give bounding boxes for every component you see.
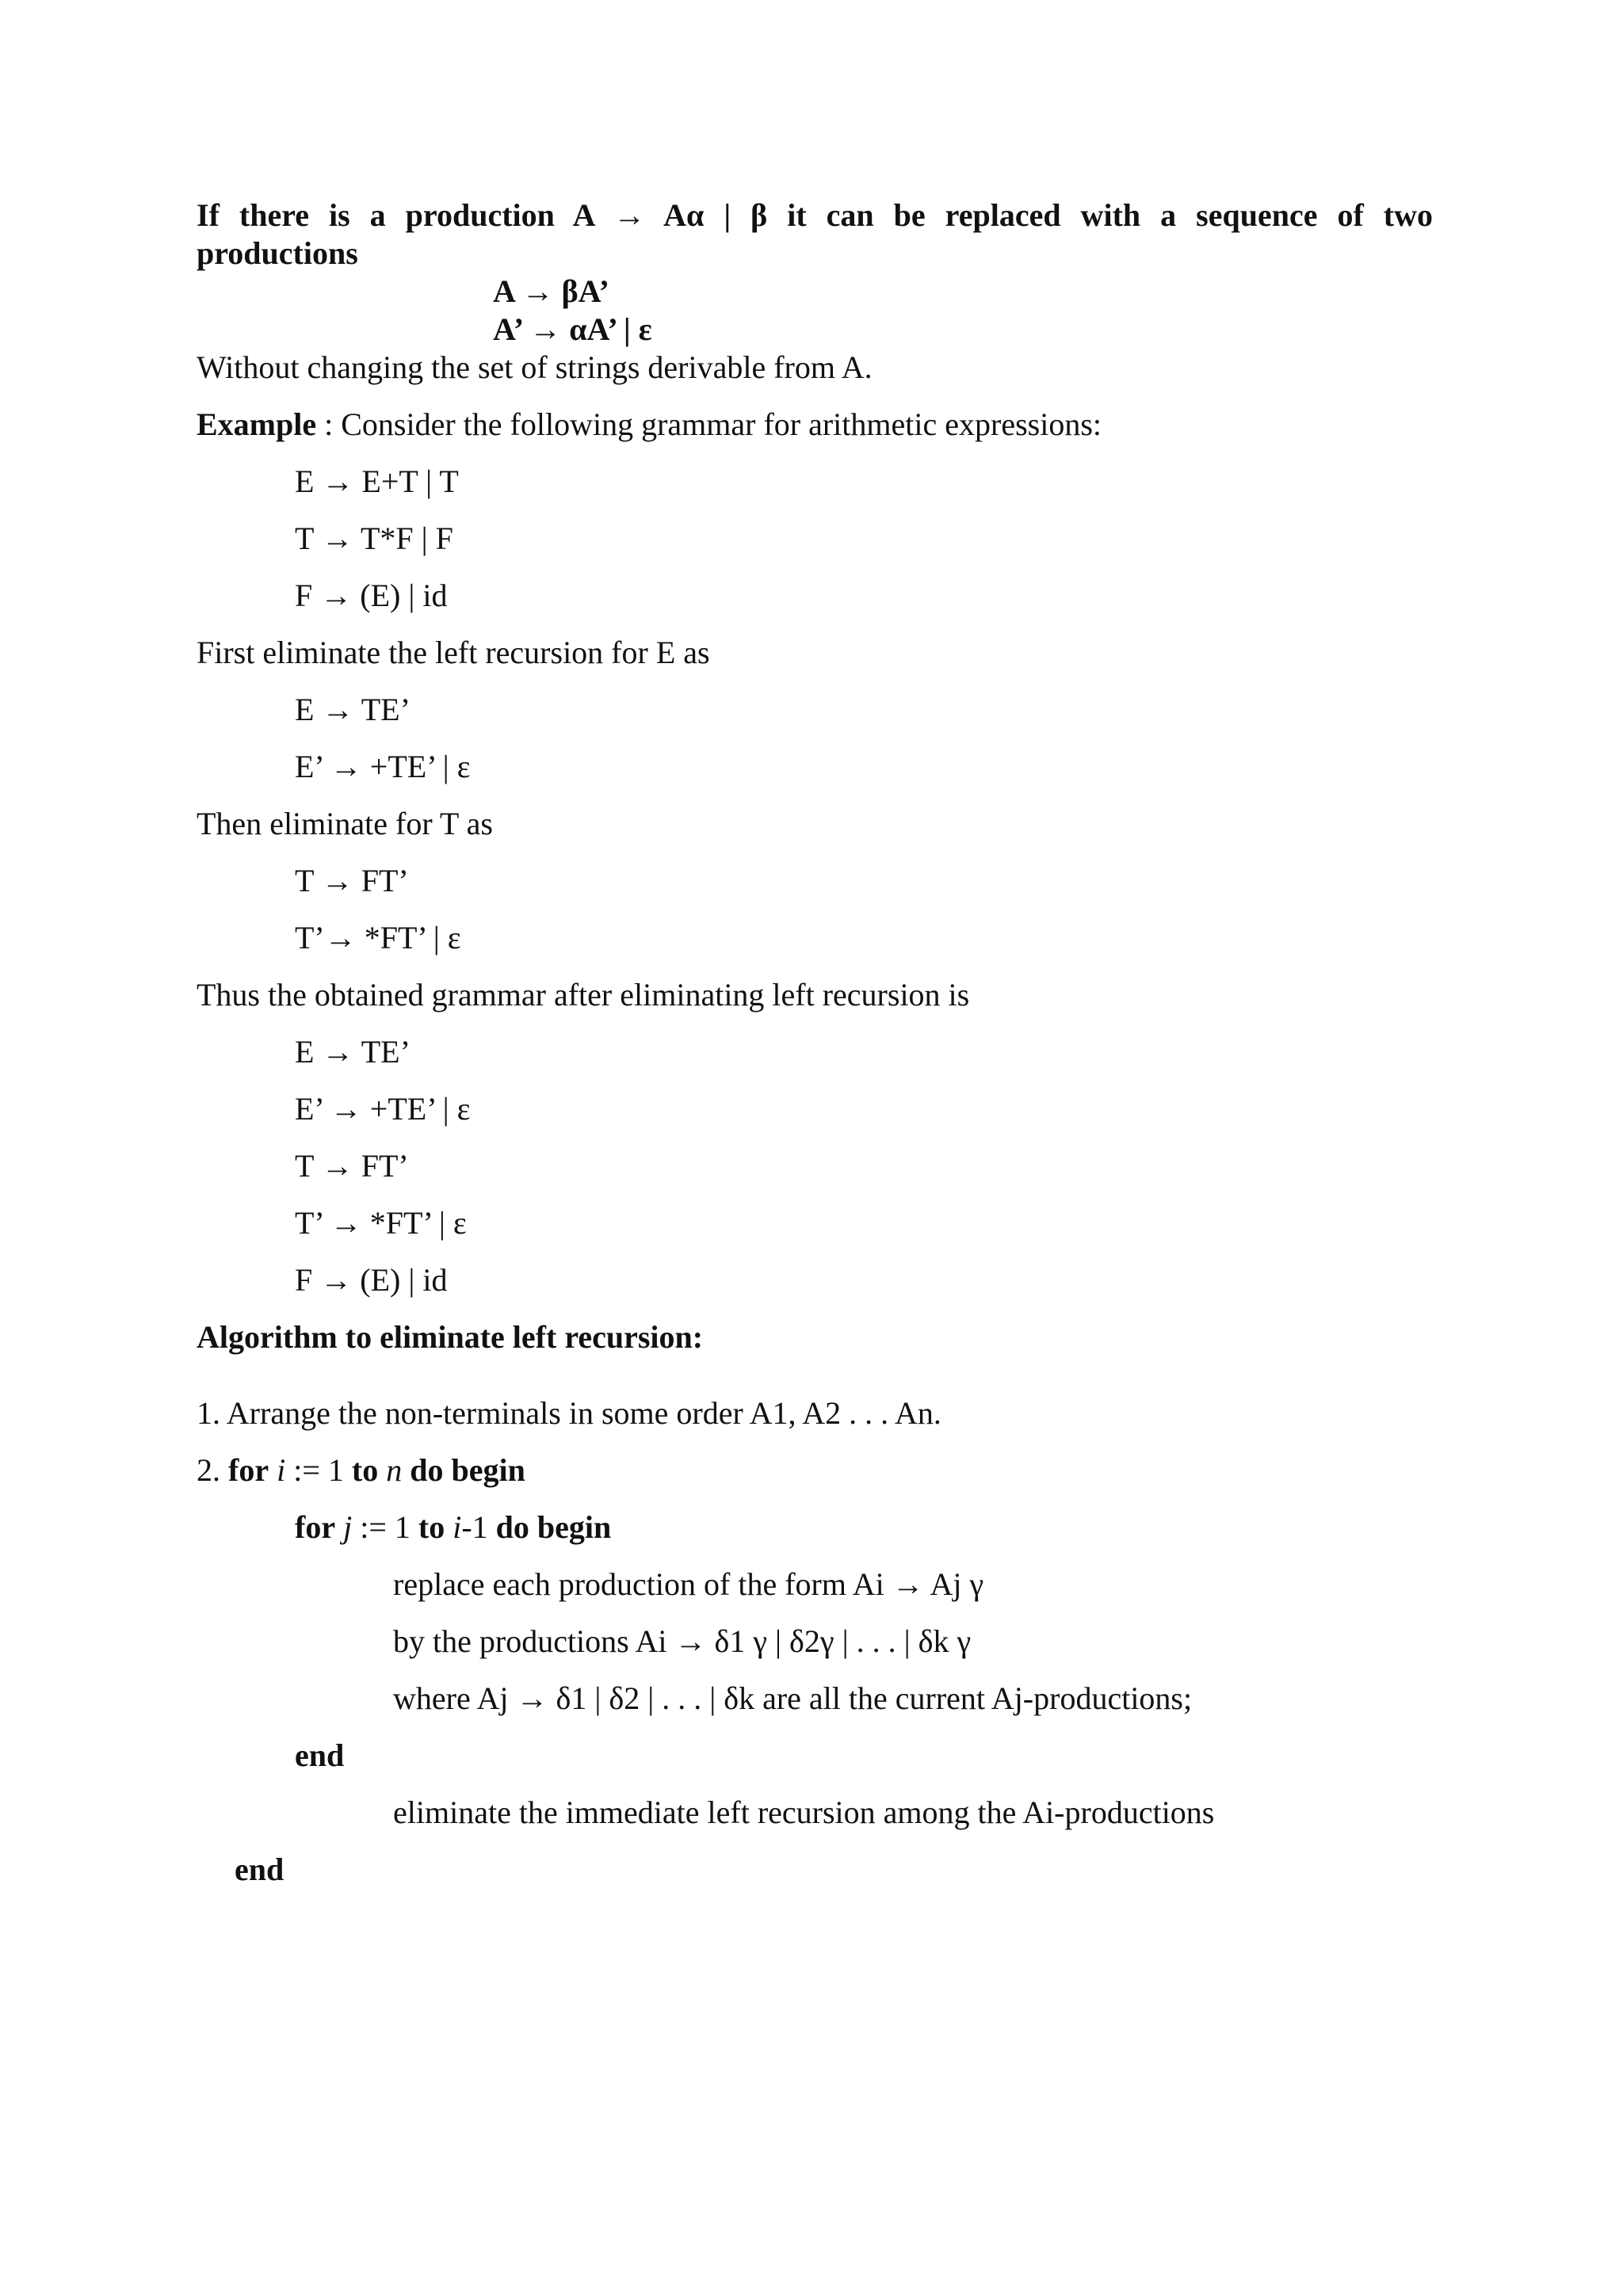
algorithm-step-2 (197, 1451, 525, 1489)
algorithm-body-line: where Aj → δ1 | δ2 | . . . | δk are all the current Aj-productions; (393, 1680, 1193, 1716)
result-text: Thus the obtained grammar after eliminating left recursion is (197, 977, 970, 1013)
keyword-to: to (418, 1509, 445, 1545)
step1-rule: E’ → +TE’ | ε (295, 749, 471, 784)
algorithm-body-line: by the productions Ai → δ1 γ | δ2γ | . . . | δk γ (393, 1623, 972, 1659)
step2-rule: T → FT’ (295, 863, 409, 898)
intro-line-2: productions (197, 235, 358, 271)
algorithm-inner-loop (295, 1508, 611, 1547)
step2-rule: T’→ *FT’ | ε (295, 920, 461, 955)
step2-text: Then eliminate for T as (197, 806, 493, 841)
result-rule: E’ → +TE’ | ε (295, 1091, 471, 1127)
example-label: Example (197, 406, 317, 442)
result-rule: F → (E) | id (295, 1262, 448, 1298)
intro-production-2: A’ → αA’ | ε (493, 311, 652, 347)
algorithm-heading: Algorithm to eliminate left recursion: (197, 1319, 704, 1355)
algorithm-step-1: 1. Arrange the non-terminals in some order A1, A2 . . . An. (197, 1395, 941, 1431)
result-rule: T’ → *FT’ | ε (295, 1205, 467, 1241)
assign-text: := 1 (285, 1452, 352, 1488)
variable-n: n (386, 1452, 403, 1488)
minus-one-text: -1 (461, 1509, 496, 1545)
variable-i: i (453, 1509, 462, 1545)
algorithm-outer-end: end (235, 1852, 285, 1887)
example-text: : Consider the following grammar for arithmetic expressions: (316, 406, 1102, 442)
example-heading (197, 406, 1102, 444)
variable-i: i (277, 1452, 286, 1488)
result-rule: T → FT’ (295, 1148, 409, 1184)
keyword-to: to (351, 1452, 379, 1488)
variable-j: j (343, 1509, 353, 1545)
grammar-rule: F → (E) | id (295, 578, 448, 613)
step-number: 2. (197, 1452, 228, 1488)
grammar-rule: T → T*F | F (295, 521, 453, 556)
step1-rule: E → TE’ (295, 692, 411, 727)
intro-line-1: If there is a production A → Aα | β it can be replaced with a sequence of two (197, 197, 1433, 233)
keyword-for: for (295, 1509, 336, 1545)
intro-after-text: Without changing the set of strings derivable from A. (197, 349, 873, 385)
keyword-for: for (228, 1452, 269, 1488)
grammar-rule: E → E+T | T (295, 463, 459, 499)
result-rule: E → TE’ (295, 1034, 411, 1070)
keyword-do-begin: do begin (410, 1452, 525, 1488)
intro-production-1: A → βA’ (493, 273, 609, 309)
assign-text: := 1 (352, 1509, 418, 1545)
algorithm-eliminate-line: eliminate the immediate left recursion among the Ai-productions (393, 1794, 1215, 1830)
algorithm-inner-end: end (295, 1737, 345, 1773)
keyword-do-begin: do begin (495, 1509, 612, 1545)
step1-text: First eliminate the left recursion for E as (197, 635, 710, 670)
algorithm-body-line: replace each production of the form Ai → Aj γ (393, 1566, 984, 1602)
